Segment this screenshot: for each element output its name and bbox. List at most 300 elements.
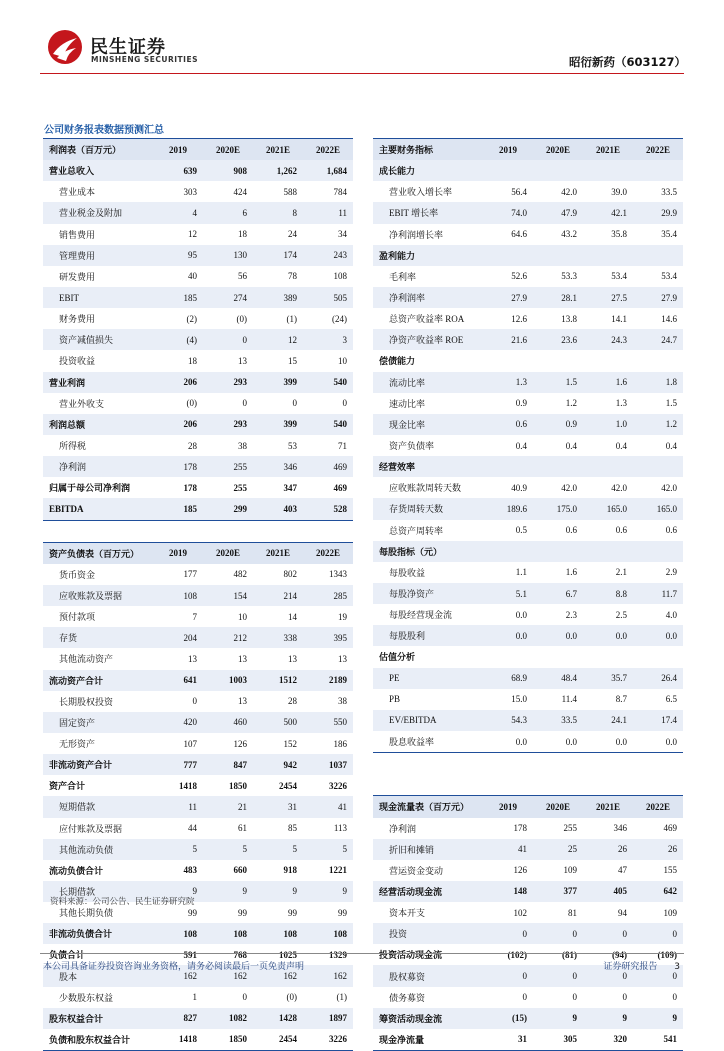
- row-label: 资本开支: [389, 908, 426, 919]
- value-cell: 12.6: [511, 313, 527, 324]
- row-label: 资产负债率: [389, 441, 435, 452]
- value-cell: 403: [253, 498, 303, 520]
- value-cell: 1221: [329, 865, 347, 876]
- table-row: [43, 1029, 353, 1051]
- value-cell: 24.1: [583, 710, 633, 731]
- value-cell: 53: [288, 440, 297, 451]
- year-header: 2022E: [633, 139, 683, 161]
- table-row: [43, 839, 353, 860]
- value-cell: 0: [672, 992, 677, 1003]
- value-cell: 1037: [303, 754, 353, 775]
- row-label: 估值分析: [379, 652, 416, 663]
- value-cell: 27.9: [633, 287, 683, 308]
- value-cell: 109: [563, 865, 577, 876]
- value-cell: 24.3: [583, 329, 633, 350]
- row-label: 流动资产合计: [43, 670, 153, 691]
- value-cell: 1.6: [565, 567, 577, 578]
- value-cell: 28: [188, 440, 197, 451]
- value-cell: 206: [153, 414, 203, 435]
- value-cell: [483, 160, 533, 181]
- value-cell: 85: [288, 823, 297, 834]
- value-cell: 460: [203, 712, 253, 733]
- value-cell: 255: [233, 482, 247, 493]
- value-cell: 1428: [253, 1008, 303, 1029]
- value-cell: 641: [153, 670, 203, 691]
- value-cell: 53.3: [561, 271, 577, 282]
- value-cell: [583, 350, 633, 371]
- value-cell: [633, 646, 683, 667]
- value-cell: 0: [622, 992, 627, 1003]
- value-cell: 0: [583, 923, 633, 944]
- value-cell: 13: [338, 653, 347, 664]
- table-row: [373, 625, 683, 646]
- value-cell: [583, 541, 633, 562]
- value-cell: 2.9: [665, 567, 677, 578]
- value-cell: 206: [153, 372, 203, 393]
- table-row: [373, 266, 683, 287]
- year-header: 2019: [483, 796, 533, 818]
- row-label: 利润总额: [43, 414, 153, 435]
- value-cell: 2.5: [615, 609, 627, 620]
- value-cell: 500: [253, 712, 303, 733]
- empty-cell: [533, 774, 583, 796]
- value-cell: (94): [612, 949, 627, 960]
- value-cell: 108: [203, 923, 253, 944]
- row-label: 投资收益: [59, 356, 96, 367]
- minsheng-logo-icon: [46, 28, 84, 66]
- value-cell: 42.0: [661, 482, 677, 493]
- row-label: 非流动负债合计: [43, 923, 153, 944]
- year-header: 2020E: [533, 139, 583, 161]
- value-cell: 483: [183, 865, 197, 876]
- value-cell: 29.9: [633, 202, 683, 223]
- table-row: [43, 691, 353, 712]
- row-label: 每股净资产: [373, 583, 483, 604]
- row-label: EBIT 增长率: [373, 202, 483, 223]
- table-row: [373, 414, 683, 435]
- value-cell: 424: [233, 186, 247, 197]
- row-label: 长期股权投资: [59, 696, 114, 707]
- year-header: 2020E: [533, 796, 583, 818]
- value-cell: 61: [238, 823, 247, 834]
- value-cell: 395: [303, 627, 353, 648]
- row-label: 预付款项: [59, 612, 96, 623]
- year-header: 2019: [153, 139, 203, 161]
- year-header: 2022E: [303, 139, 353, 161]
- value-cell: 255: [203, 456, 253, 477]
- value-cell: (4): [153, 329, 203, 350]
- empty-cell: [253, 520, 303, 542]
- value-cell: 777: [153, 754, 203, 775]
- value-cell: 768: [233, 949, 247, 960]
- table-row: [373, 541, 683, 562]
- table-row: [43, 733, 353, 754]
- value-cell: 21.6: [483, 329, 533, 350]
- value-cell: 347: [283, 482, 297, 493]
- value-cell: 13: [238, 355, 247, 366]
- value-cell: 1.2: [565, 398, 577, 409]
- row-label: 每股指标（元）: [373, 541, 483, 562]
- value-cell: 24.7: [633, 329, 683, 350]
- value-cell: 505: [303, 287, 353, 308]
- value-cell: [533, 456, 583, 477]
- value-cell: 1512: [253, 670, 303, 691]
- value-cell: 94: [618, 907, 627, 918]
- row-label: 无形资产: [59, 739, 96, 749]
- value-cell: 5: [253, 839, 303, 860]
- table-row: [43, 266, 353, 287]
- row-label: 每股收益: [389, 567, 426, 578]
- value-cell: 108: [153, 585, 203, 606]
- value-cell: 0.4: [615, 440, 627, 451]
- value-cell: 9: [253, 881, 303, 902]
- value-cell: 1.3: [615, 398, 627, 409]
- value-cell: 588: [283, 186, 297, 197]
- value-cell: 35.8: [611, 229, 627, 240]
- table-row: [373, 393, 683, 414]
- table-row: [373, 646, 683, 667]
- table-row: [373, 839, 683, 860]
- value-cell: [633, 245, 683, 266]
- table-header-row: [43, 139, 353, 161]
- row-label: 投资活动现金流: [379, 950, 443, 961]
- value-cell: 405: [583, 881, 633, 902]
- table-row: [373, 160, 683, 181]
- value-cell: 1.6: [583, 372, 633, 393]
- empty-cell: [153, 520, 203, 542]
- table-row: [43, 1008, 353, 1029]
- empty-cell: [583, 774, 633, 796]
- table-row: [373, 350, 683, 371]
- footer-disclaimer: 本公司具备证券投资咨询业务资格，请务必阅读最后一页免责声明: [43, 962, 305, 972]
- value-cell: 33.5: [661, 186, 677, 197]
- value-cell: 0.6: [483, 414, 533, 435]
- value-cell: 847: [203, 754, 253, 775]
- row-label: EBITDA: [43, 498, 153, 520]
- value-cell: 3226: [329, 780, 347, 791]
- value-cell: 15: [288, 355, 297, 366]
- row-label: 流动负债合计: [49, 865, 104, 876]
- value-cell: 528: [303, 498, 353, 520]
- year-header: 2020E: [203, 542, 253, 564]
- value-cell: 26: [633, 839, 683, 860]
- value-cell: [533, 350, 583, 371]
- value-cell: 74.0: [483, 202, 533, 223]
- value-cell: 12: [188, 229, 197, 240]
- value-cell: 33.5: [533, 710, 583, 731]
- value-cell: 175.0: [533, 498, 583, 519]
- row-label: 债务募资: [389, 992, 426, 1003]
- value-cell: (1): [286, 313, 297, 324]
- value-cell: (15): [483, 1008, 533, 1029]
- table-row: [43, 606, 353, 627]
- value-cell: 40.9: [511, 482, 527, 493]
- value-cell: (0): [186, 398, 197, 409]
- value-cell: 541: [633, 1029, 683, 1051]
- value-cell: 908: [203, 160, 253, 181]
- row-label: 长期借款: [43, 881, 153, 902]
- row-label: 固定资产: [43, 712, 153, 733]
- value-cell: 6.5: [665, 694, 677, 705]
- row-label: 应付账款及票据: [59, 823, 123, 834]
- value-cell: 178: [513, 823, 527, 834]
- row-label: 速动比率: [389, 398, 426, 409]
- value-cell: [483, 245, 533, 266]
- value-cell: 1025: [279, 949, 297, 960]
- value-cell: 42.0: [561, 186, 577, 197]
- value-cell: [483, 456, 533, 477]
- value-cell: 34: [338, 229, 347, 240]
- table-row: [43, 712, 353, 733]
- value-cell: 11: [153, 796, 203, 817]
- row-label: 经营效率: [373, 456, 483, 477]
- value-cell: 469: [303, 456, 353, 477]
- row-label: 每股股利: [373, 625, 483, 646]
- value-cell: 0.4: [565, 440, 577, 451]
- value-cell: 162: [153, 965, 203, 986]
- table-row: [43, 498, 353, 520]
- value-cell: 0.0: [483, 625, 533, 646]
- value-cell: 1.8: [633, 372, 683, 393]
- value-cell: 107: [183, 738, 197, 749]
- table-row: [43, 860, 353, 881]
- table-row: [43, 585, 353, 606]
- value-cell: 274: [203, 287, 253, 308]
- report-type: 证券研究报告: [603, 962, 658, 972]
- table-row: [43, 393, 353, 414]
- table-row: [373, 181, 683, 202]
- value-cell: 3: [303, 329, 353, 350]
- table-row: [373, 477, 683, 498]
- table-row: [43, 414, 353, 435]
- value-cell: (102): [507, 949, 527, 960]
- value-cell: 109: [663, 907, 677, 918]
- table-row: [43, 754, 353, 775]
- value-cell: 13: [188, 653, 197, 664]
- value-cell: 1.1: [515, 567, 527, 578]
- value-cell: [483, 541, 533, 562]
- value-cell: 8.7: [615, 694, 627, 705]
- table-row: [373, 881, 683, 902]
- row-label: 净利润: [389, 823, 417, 834]
- value-cell: 178: [183, 482, 197, 493]
- row-label: PE: [373, 668, 483, 689]
- value-cell: 155: [663, 865, 677, 876]
- value-cell: 5.1: [483, 583, 533, 604]
- value-cell: 469: [333, 482, 347, 493]
- value-cell: 4.0: [665, 609, 677, 620]
- row-label: 资产减值损失: [43, 329, 153, 350]
- value-cell: 0: [483, 923, 533, 944]
- empty-cell: [203, 520, 253, 542]
- value-cell: 25: [533, 839, 583, 860]
- table-row: [373, 372, 683, 393]
- row-label: PB: [389, 694, 401, 705]
- value-cell: 10: [238, 611, 247, 622]
- value-cell: 482: [233, 569, 247, 580]
- row-label: [373, 774, 483, 796]
- table-row: [43, 670, 353, 691]
- value-cell: 27.5: [583, 287, 633, 308]
- value-cell: 130: [203, 245, 253, 266]
- value-cell: 38: [338, 696, 347, 707]
- row-label: 少数股东权益: [59, 992, 114, 1003]
- value-cell: 389: [253, 287, 303, 308]
- value-cell: 31: [483, 1029, 533, 1051]
- value-cell: 0.5: [515, 525, 527, 536]
- table-row: [373, 1029, 683, 1051]
- value-cell: 0.9: [533, 414, 583, 435]
- row-label: 每股经营现金流: [389, 610, 453, 621]
- table-row: [43, 287, 353, 308]
- value-cell: 52.6: [511, 271, 527, 282]
- value-cell: 185: [153, 498, 203, 520]
- table-row: [373, 668, 683, 689]
- value-cell: 2.3: [565, 609, 577, 620]
- value-cell: 1,684: [303, 160, 353, 181]
- value-cell: 19: [338, 611, 347, 622]
- value-cell: 591: [183, 949, 197, 960]
- value-cell: [633, 541, 683, 562]
- row-label: [43, 520, 153, 542]
- table-row: [43, 923, 353, 944]
- value-cell: 212: [203, 627, 253, 648]
- value-cell: (24): [332, 313, 347, 324]
- row-label: 所得税: [59, 441, 87, 452]
- value-cell: 0.6: [615, 525, 627, 536]
- value-cell: 162: [303, 965, 353, 986]
- row-label: 销售费用: [59, 229, 96, 240]
- table-row: [43, 202, 353, 223]
- row-label: 负债和股东权益合计: [43, 1029, 153, 1051]
- value-cell: 18: [188, 355, 197, 366]
- value-cell: 38: [238, 440, 247, 451]
- value-cell: 2189: [303, 670, 353, 691]
- data-source-note: 资料来源：公司公告、民生证券研究院: [50, 897, 195, 907]
- value-cell: 346: [613, 823, 627, 834]
- table-row: [43, 456, 353, 477]
- value-cell: 177: [183, 569, 197, 580]
- value-cell: [633, 456, 683, 477]
- value-cell: 0: [583, 965, 633, 986]
- row-label: 经营活动现金流: [373, 881, 483, 902]
- row-label: [373, 753, 483, 775]
- table-row: [43, 627, 353, 648]
- value-cell: 23.6: [533, 329, 583, 350]
- table-row: [43, 245, 353, 266]
- table-row: [373, 329, 683, 350]
- value-cell: 0: [192, 696, 197, 707]
- row-label: 营业利润: [43, 372, 153, 393]
- empty-cell: [583, 753, 633, 775]
- value-cell: 550: [303, 712, 353, 733]
- table-row: [373, 308, 683, 329]
- value-cell: [583, 456, 633, 477]
- year-header: 2020E: [203, 139, 253, 161]
- table-row: [43, 987, 353, 1008]
- value-cell: 1: [192, 992, 197, 1003]
- value-cell: 320: [583, 1029, 633, 1051]
- value-cell: 0.0: [533, 625, 583, 646]
- value-cell: 0.0: [483, 731, 533, 753]
- value-cell: 56: [238, 271, 247, 282]
- value-cell: 303: [183, 186, 197, 197]
- value-cell: 399: [253, 372, 303, 393]
- value-cell: 540: [303, 414, 353, 435]
- value-cell: 420: [153, 712, 203, 733]
- value-cell: 1.0: [583, 414, 633, 435]
- value-cell: 1850: [203, 1029, 253, 1051]
- row-label: 股东权益合计: [43, 1008, 153, 1029]
- table-row: [43, 224, 353, 245]
- value-cell: 1003: [203, 670, 253, 691]
- value-cell: 285: [303, 585, 353, 606]
- right-financial-table: [373, 138, 683, 1051]
- value-cell: 6: [203, 202, 253, 223]
- value-cell: 1082: [203, 1008, 253, 1029]
- row-label: 应收账款周转天数: [389, 483, 462, 494]
- minsheng-logo: [46, 28, 196, 70]
- row-label: 净利润增长率: [389, 229, 444, 240]
- value-cell: 293: [203, 372, 253, 393]
- value-cell: 827: [153, 1008, 203, 1029]
- value-cell: 8.8: [583, 583, 633, 604]
- table-row: [43, 775, 353, 796]
- value-cell: 1.3: [483, 372, 533, 393]
- value-cell: 0.9: [515, 398, 527, 409]
- value-cell: 108: [303, 923, 353, 944]
- value-cell: 56.4: [511, 186, 527, 197]
- value-cell: 1.5: [665, 398, 677, 409]
- table-row: [373, 604, 683, 625]
- value-cell: 14.6: [661, 313, 677, 324]
- row-label: 总资产收益率 ROA: [389, 314, 465, 325]
- value-cell: 27.9: [483, 287, 533, 308]
- row-label: 归属于母公司净利润: [49, 483, 131, 494]
- value-cell: 99: [238, 907, 247, 918]
- table-row: [373, 202, 683, 223]
- value-cell: 4: [153, 202, 203, 223]
- value-cell: 185: [153, 287, 203, 308]
- value-cell: 9: [583, 1008, 633, 1029]
- value-cell: 40: [188, 271, 197, 282]
- value-cell: 3226: [303, 1029, 353, 1051]
- value-cell: 39.0: [611, 186, 627, 197]
- value-cell: (1): [336, 992, 347, 1003]
- row-label: 股本: [43, 965, 153, 986]
- value-cell: 540: [303, 372, 353, 393]
- table-row: [373, 562, 683, 583]
- table-row: [43, 181, 353, 202]
- table-row: [373, 710, 683, 731]
- row-label: 股权募资: [373, 965, 483, 986]
- table-row: [43, 308, 353, 329]
- value-cell: 0.0: [533, 731, 583, 753]
- value-cell: 9: [303, 881, 353, 902]
- value-cell: 5: [153, 839, 203, 860]
- value-cell: 41: [483, 839, 533, 860]
- value-cell: 9: [203, 881, 253, 902]
- table-row: [43, 818, 353, 839]
- value-cell: 13: [238, 653, 247, 664]
- value-cell: 162: [203, 965, 253, 986]
- value-cell: 28: [288, 696, 297, 707]
- value-cell: 154: [203, 585, 253, 606]
- company-ticker: 昭衍新药（603127）: [568, 55, 686, 69]
- summary-title: 公司财务报表数据预测汇总: [44, 125, 164, 136]
- value-cell: 174: [253, 245, 303, 266]
- row-label: EBIT: [43, 287, 153, 308]
